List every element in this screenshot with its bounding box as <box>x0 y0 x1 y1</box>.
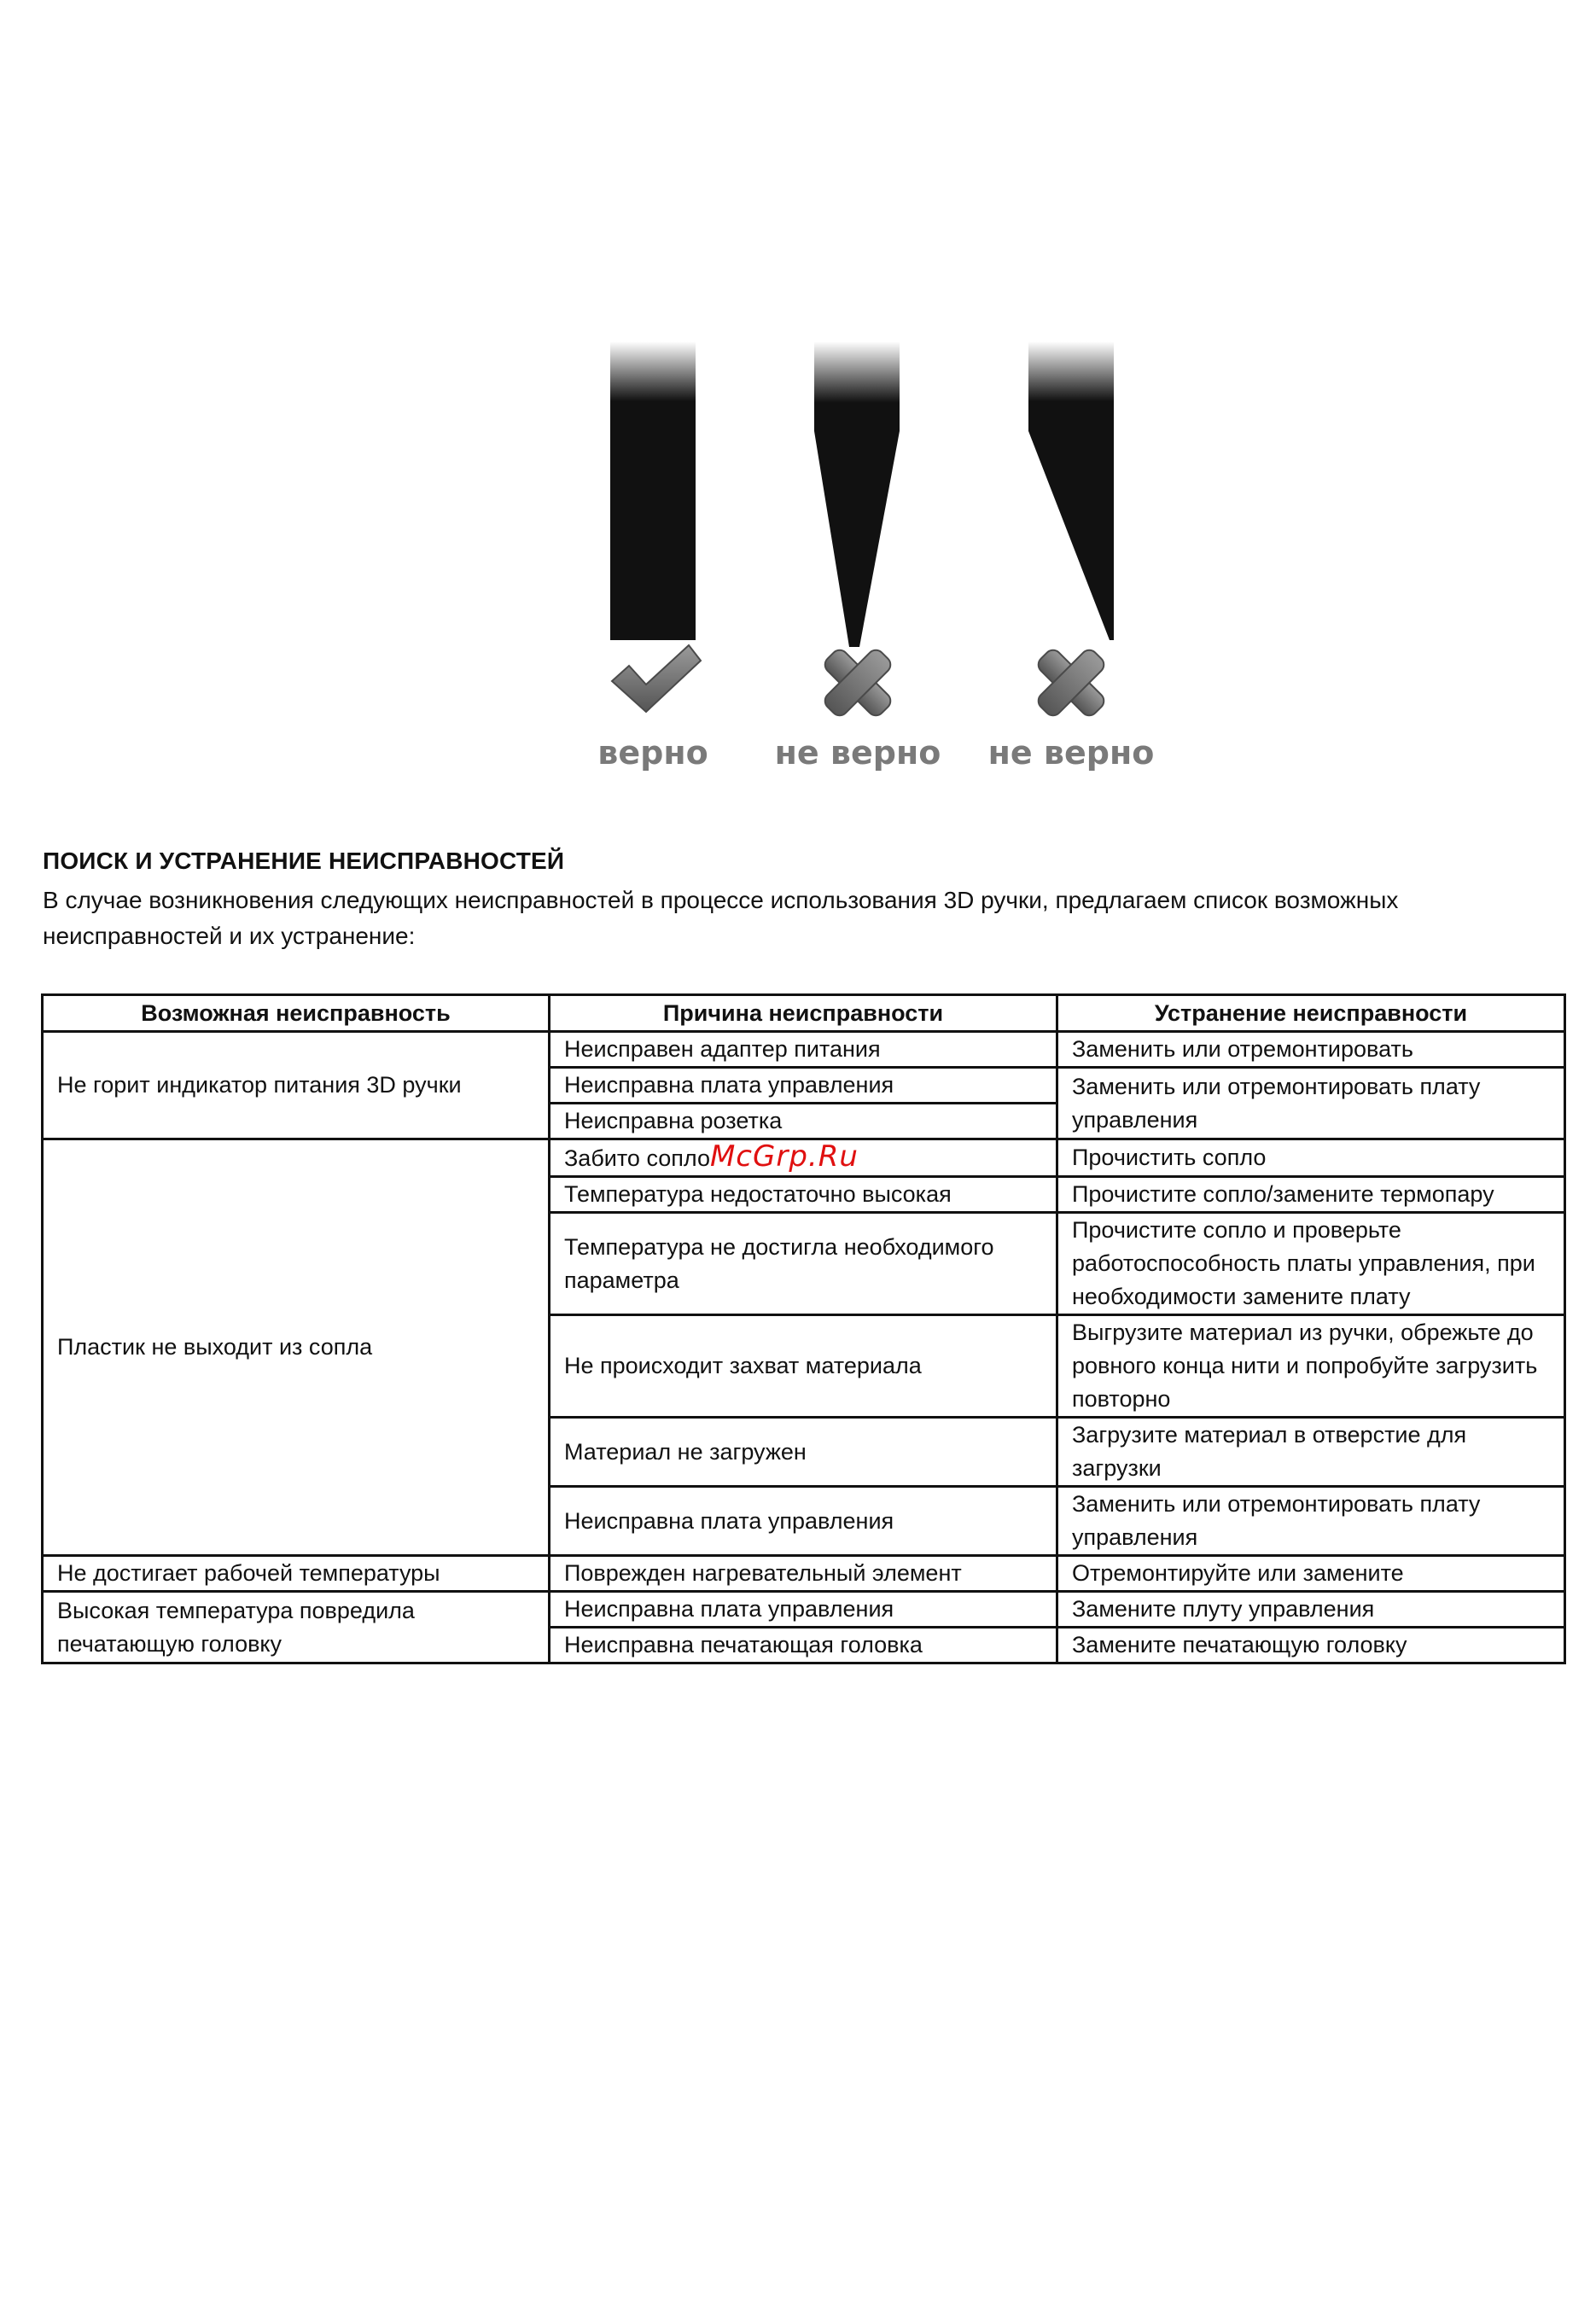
fix-cell: Загрузите материал в отверстие для загрузки <box>1057 1418 1565 1487</box>
fault-cell: Не достигает рабочей температуры <box>43 1556 550 1592</box>
filament-slanted-cut <box>1028 341 1114 640</box>
cause-cell <box>550 1139 1057 1177</box>
cause-cell: Неисправна плата управления <box>550 1487 1057 1556</box>
fix-cell: Прочистите сопло/замените термопару <box>1057 1177 1565 1213</box>
cause-cell: Неисправен адаптер питания <box>550 1032 1057 1068</box>
header-fault: Возможная неисправность <box>43 995 550 1032</box>
header-cause: Причина неисправности <box>550 995 1057 1032</box>
table-header-row <box>43 995 1565 1032</box>
fault-cell: Высокая температура повредила печатающую головку <box>43 1592 550 1663</box>
cause-cell: Не происходит захват материала <box>550 1315 1057 1418</box>
fault-cell: Не горит индикатор питания 3D ручки <box>43 1032 550 1139</box>
caption-incorrect-slanted: не верно <box>987 734 1155 772</box>
fault-cell: Пластик не выходит из сопла <box>43 1139 550 1556</box>
cross-icon <box>1016 628 1125 725</box>
filament-pointed-cut <box>814 341 900 647</box>
caption-correct: верно <box>597 734 708 772</box>
filament-cut-illustration <box>546 324 1195 802</box>
cause-cell: Неисправна розетка <box>550 1104 1057 1139</box>
fix-cell: Прочистить сопло <box>1057 1139 1565 1177</box>
table-row <box>43 1139 1565 1177</box>
cause-cell: Неисправна печатающая головка <box>550 1628 1057 1663</box>
fix-cell: Заменить или отремонтировать плату управления <box>1057 1487 1565 1556</box>
fix-cell: Выгрузите материал из ручки, обрежьте до ровного конца нити и попробуйте загрузить повторно <box>1057 1315 1565 1418</box>
fix-cell: Замените печатающую головку <box>1057 1628 1565 1663</box>
intro-paragraph: В случае возникновения следующих неисправностей в процессе использования 3D ручки, предлагаем список возможных неисправностей и их устранение: <box>43 887 1399 949</box>
watermark: McGrp.Ru <box>709 1139 859 1174</box>
fix-cell: Прочистите сопло и проверьте работоспособность платы управления, при необходимости замените плату <box>1057 1213 1565 1315</box>
filament-straight-cut <box>610 341 696 640</box>
fix-cell: Заменить или отремонтировать плату управления <box>1057 1068 1565 1139</box>
cause-cell: Температура не достигла необходимого параметра <box>550 1213 1057 1315</box>
table-row <box>43 1032 1565 1068</box>
check-icon <box>612 645 701 712</box>
cause-cell: Поврежден нагревательный элемент <box>550 1556 1057 1592</box>
cause-cell: Материал не загружен <box>550 1418 1057 1487</box>
filament-shapes <box>546 324 1195 725</box>
caption-incorrect-pointed: не верно <box>774 734 941 772</box>
table-row <box>43 1556 1565 1592</box>
cause-cell: Неисправна плата управления <box>550 1592 1057 1628</box>
section-title: ПОИСК И УСТРАНЕНИЕ НЕИСПРАВНОСТЕЙ <box>43 848 565 874</box>
troubleshooting-table <box>41 993 1566 1664</box>
fix-cell: Замените плуту управления <box>1057 1592 1565 1628</box>
cause-cell: Неисправна плата управления <box>550 1068 1057 1104</box>
table-row <box>43 1592 1565 1628</box>
fix-cell: Отремонтируйте или замените <box>1057 1556 1565 1592</box>
cause-cell: Температура недостаточно высокая <box>550 1177 1057 1213</box>
troubleshooting-table-wrapper <box>41 993 1564 1664</box>
cause-text: Забито сопло <box>564 1145 710 1171</box>
header-fix: Устранение неисправности <box>1057 995 1565 1032</box>
fix-cell: Заменить или отремонтировать <box>1057 1032 1565 1068</box>
